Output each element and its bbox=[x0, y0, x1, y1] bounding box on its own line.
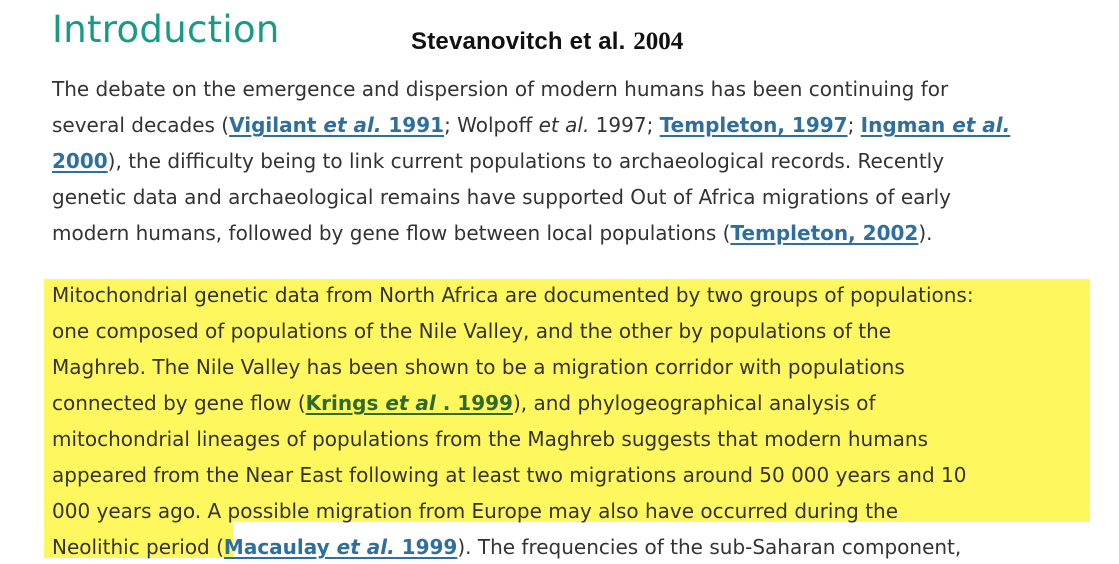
text-etal: et al. bbox=[538, 113, 590, 137]
text-segment: ; bbox=[847, 113, 861, 137]
citation-link-vigilant-1991[interactable] bbox=[229, 113, 444, 137]
text-segment: genetic data and archaeological remains have supported Out of Africa migrations of early bbox=[52, 185, 952, 209]
text-line bbox=[52, 143, 1010, 179]
text-segment: several decades ( bbox=[52, 113, 230, 137]
text-line bbox=[52, 313, 974, 349]
text-segment: ). bbox=[918, 221, 933, 245]
citation-link-templeton-2002[interactable]: Templeton, 2002 bbox=[730, 221, 919, 245]
text-segment: one composed of populations of the Nile Valley, and the other by populations of the bbox=[52, 319, 892, 343]
text-segment: 1997; bbox=[589, 113, 660, 137]
text-segment: 000 years ago. A possible migration from Europe may also have occurred during the bbox=[52, 499, 899, 523]
text-segment: mitochondrial lineages of populations from the Maghreb suggests that modern humans bbox=[52, 427, 929, 451]
text-segment: ), and phylogeographical analysis of bbox=[512, 391, 876, 415]
text-line bbox=[52, 179, 1010, 215]
citation-author: Macaulay bbox=[223, 535, 337, 559]
text-line bbox=[52, 493, 974, 529]
citation-etal: et al. bbox=[323, 113, 382, 137]
stamp-author: Stevanovitch et al. bbox=[411, 28, 626, 55]
text-line bbox=[52, 421, 974, 457]
intro-paragraph bbox=[52, 71, 1010, 251]
citation-etal: et al. bbox=[952, 113, 1011, 137]
citation-stamp bbox=[411, 25, 683, 58]
text-segment: ). The frequencies of the sub-Saharan component, bbox=[457, 535, 962, 559]
citation-author: Vigilant bbox=[229, 113, 324, 137]
text-line bbox=[52, 215, 1010, 251]
text-segment: appeared from the Near East following at least two migrations around 50 000 years and 10 bbox=[52, 463, 967, 487]
citation-etal: et al bbox=[385, 391, 436, 415]
citation-link-macaulay-1999[interactable] bbox=[224, 535, 457, 559]
citation-link-ingman-2000[interactable] bbox=[861, 113, 1011, 137]
section-heading: Introduction bbox=[52, 8, 280, 51]
text-segment: Neolithic period ( bbox=[52, 535, 224, 559]
citation-link-ingman-2000-year[interactable]: 2000 bbox=[52, 149, 108, 173]
citation-year: . 1999 bbox=[435, 391, 513, 415]
highlighted-paragraph bbox=[52, 277, 974, 564]
text-segment: modern humans, followed by gene flow between local populations ( bbox=[52, 221, 731, 245]
citation-link-templeton-1997[interactable]: Templeton, 1997 bbox=[659, 113, 848, 137]
citation-year: 1991 bbox=[381, 113, 445, 137]
citation-etal: et al. bbox=[336, 535, 395, 559]
text-line bbox=[52, 349, 974, 385]
text-line bbox=[52, 107, 1010, 143]
text-line bbox=[52, 529, 974, 564]
citation-year: 1999 bbox=[394, 535, 458, 559]
text-line bbox=[52, 277, 974, 313]
stamp-year: 2004 bbox=[633, 28, 684, 55]
citation-author: Krings bbox=[305, 391, 386, 415]
text-segment: Mitochondrial genetic data from North Africa are documented by two groups of populations: bbox=[52, 283, 974, 307]
text-segment: connected by gene flow ( bbox=[52, 391, 306, 415]
text-line bbox=[52, 457, 974, 493]
text-segment: ), the difficulty being to link current populations to archaeological records. Recently bbox=[107, 149, 945, 173]
text-line bbox=[52, 385, 974, 421]
citation-link-krings-1999[interactable] bbox=[306, 391, 513, 415]
citation-author: Ingman bbox=[860, 113, 953, 137]
text-segment: Maghreb. The Nile Valley has been shown to be a migration corridor with populations bbox=[52, 355, 905, 379]
text-segment: The debate on the emergence and dispersion of modern humans has been continuing for bbox=[52, 77, 949, 101]
text-line bbox=[52, 71, 1010, 107]
text-segment: ; Wolpoff bbox=[444, 113, 539, 137]
